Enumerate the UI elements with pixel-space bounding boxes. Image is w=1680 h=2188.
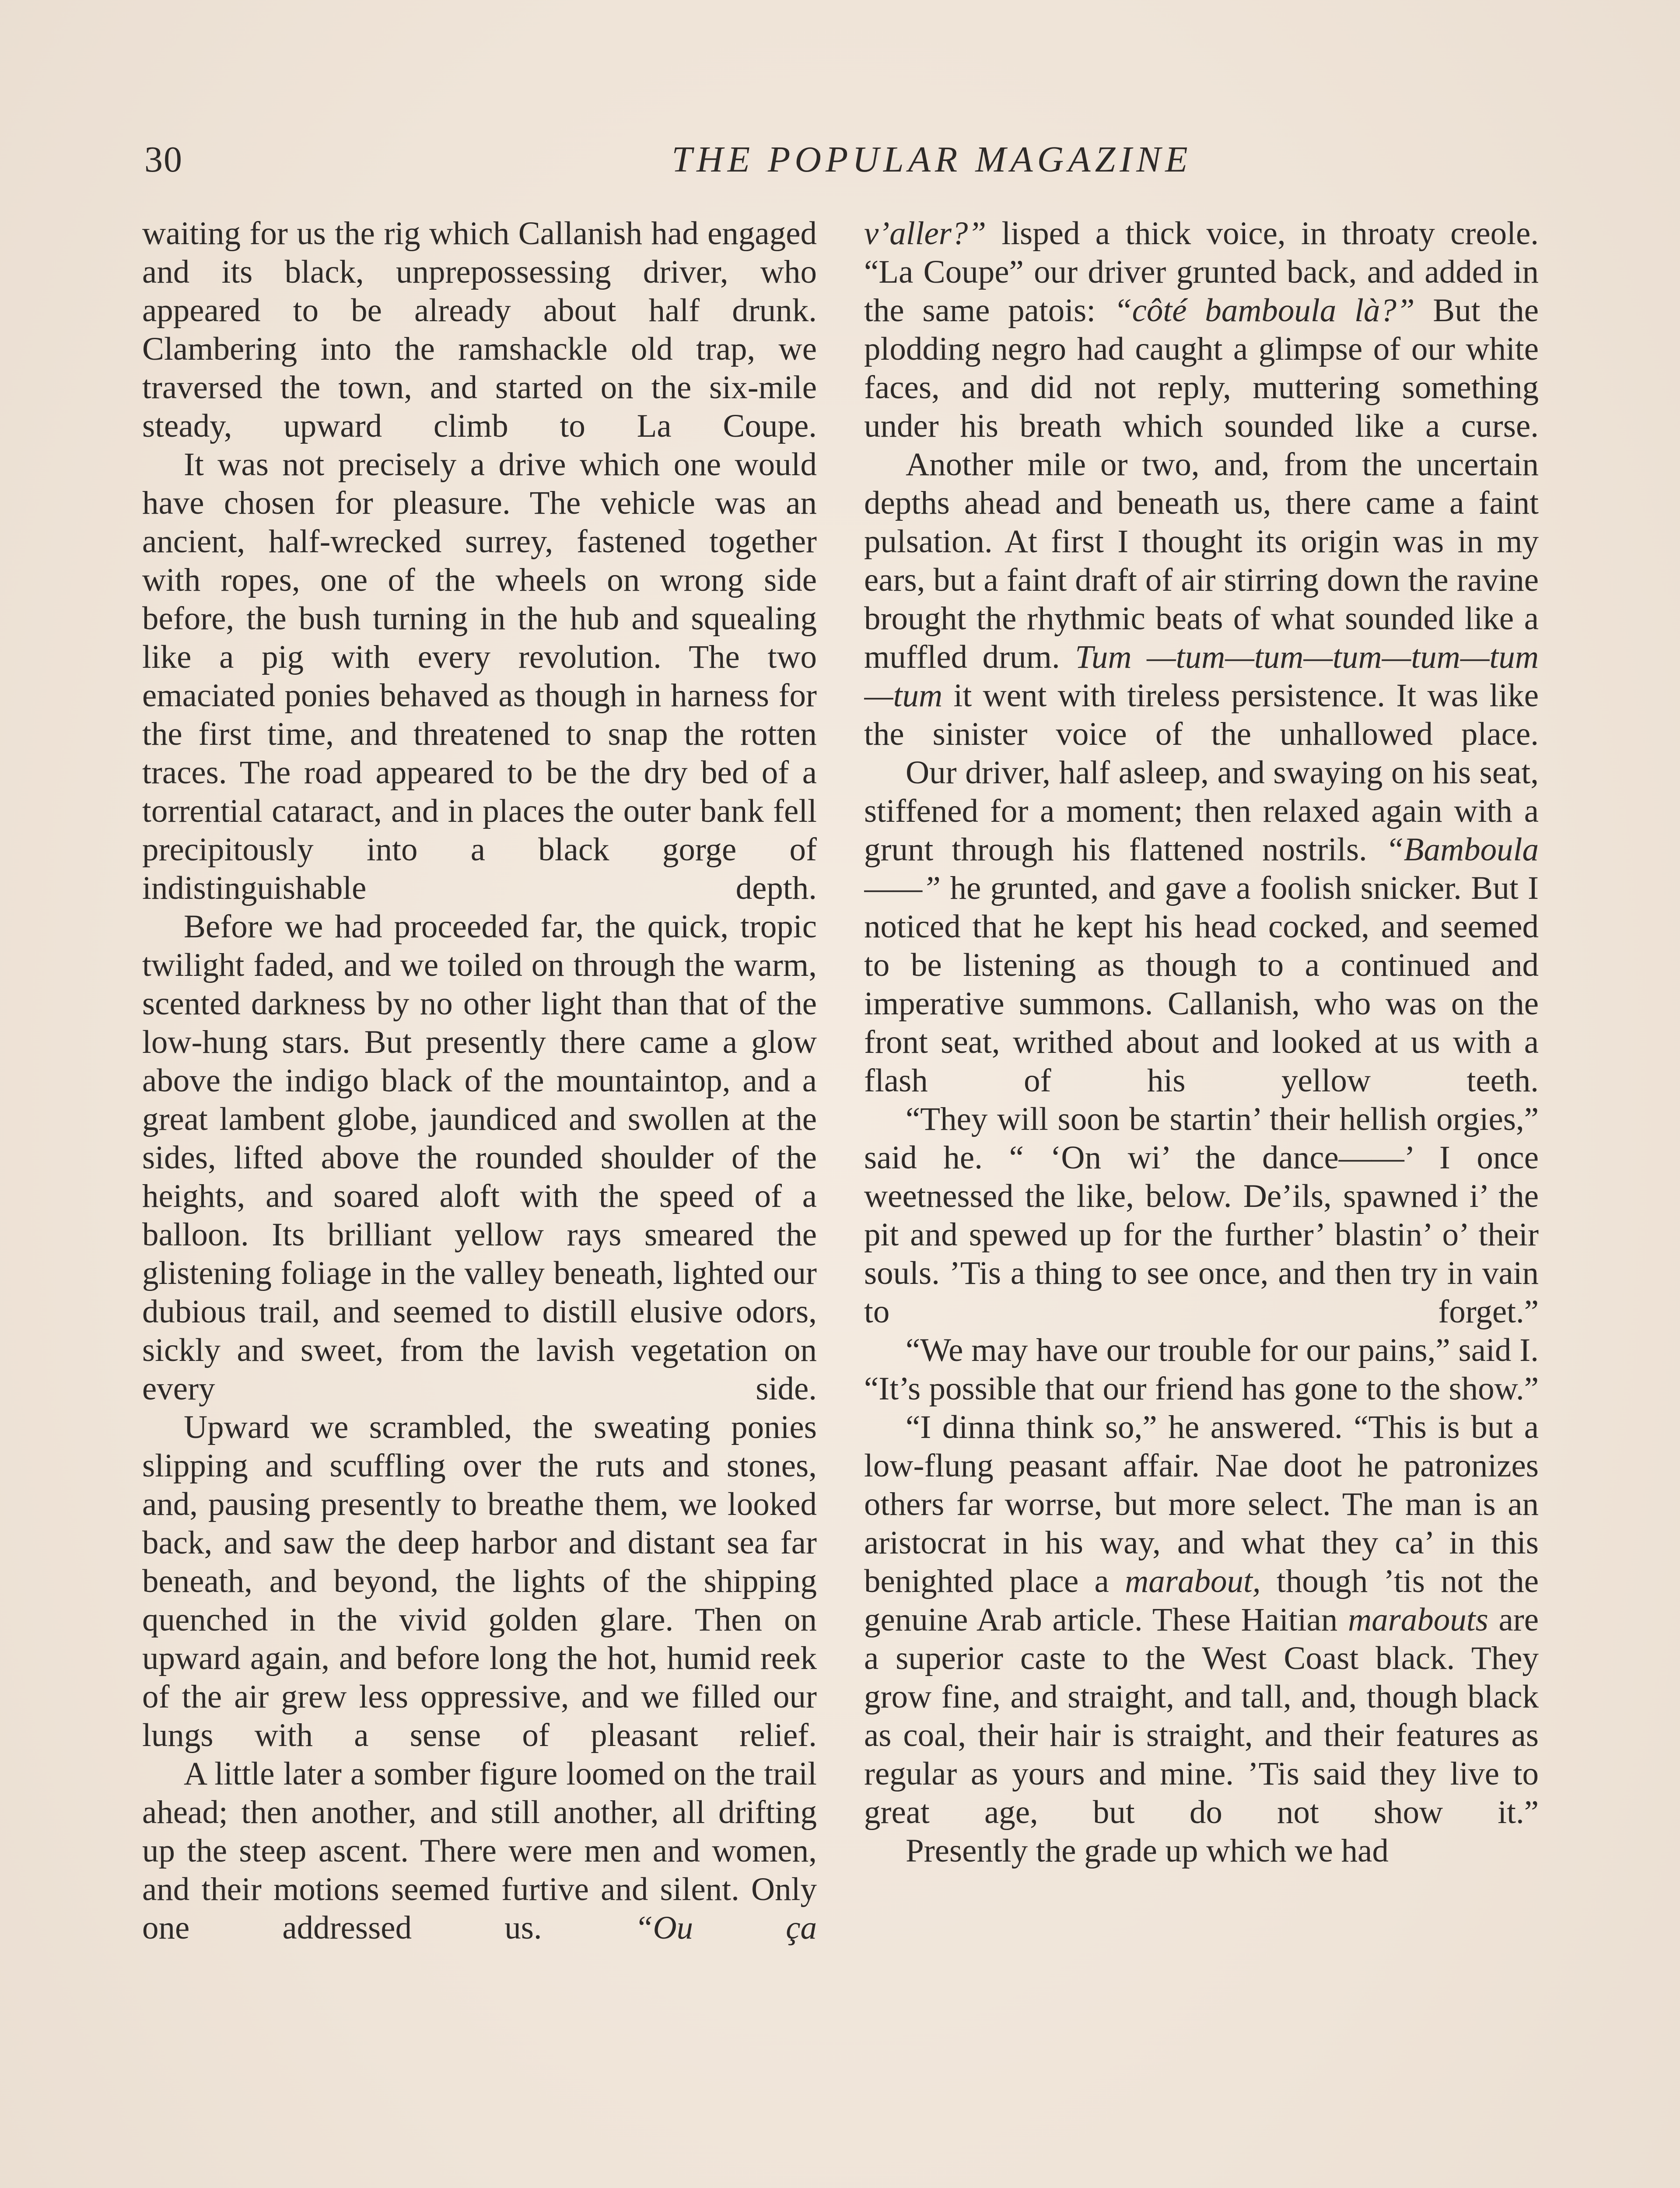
paragraph-text: Our driver, half asleep, and swaying on his seat, stiffened for a moment; then relaxed again with a grunt through his flattened nostrils. [864, 754, 1539, 868]
paragraph-text: Upward we scrambled, the sweating ponies slipping and scuffling over the ruts and stones, and, pausing presently to breathe them, we looked back, and saw the deep harbor and distant sea far beneath, and beyond, the lights of the shipping quenched in the vivid golden glare. Then on upward again, and before long the hot, humid reek of the air grew less oppressive, and we filled our lungs with a sense of pleasant relief. [142, 1409, 817, 1753]
paragraph [142, 908, 817, 1408]
page-header [144, 131, 1544, 188]
italic-phrase: v’aller?” [864, 215, 987, 252]
paragraph [864, 214, 1539, 445]
paragraph-text: are a superior caste to the West Coast black. They grow fine, and straight, and tall, and, though black as coal, their hair is straight, and their features as regular as yours and mine. ’Tis said they live to great age, but do not show it.” [864, 1602, 1539, 1830]
page-number: 30 [144, 139, 183, 180]
paragraph-text: “They will soon be startin’ their hellish orgies,” said he. “ ‘On wi’ the dance——’ I once weetnessed the like, below. De’ils, spawned i’ the pit and spewed up for the further’ blastin’ o’ their souls. ’Tis a thing to see once, and then try in vain to forget.” [864, 1101, 1539, 1330]
italic-phrase: “côté bamboula là?” [1113, 292, 1415, 329]
paragraph-text: A little later a somber figure loomed on the trail ahead; then another, and still another, all drifting up the steep ascent. There were men and women, and their motions seemed furtive and silent. Only one addressed us. [142, 1756, 817, 1946]
italic-phrase: marabouts [1348, 1602, 1488, 1638]
paragraph-text: But the plodding negro had caught a glimpse of our white faces, and did not reply, muttering something under his breath which sounded like a curse. [864, 292, 1539, 444]
paragraph [864, 754, 1539, 1100]
italic-phrase: “Ou ça [634, 1910, 817, 1946]
paragraph [864, 445, 1539, 754]
running-title: THE POPULAR MAGAZINE [672, 139, 1192, 180]
paragraph [864, 1832, 1539, 1870]
italic-phrase: marabout, [1125, 1563, 1261, 1599]
paragraph-text: Another mile or two, and, from the uncertain depths ahead and beneath us, there came a faint pulsation. At first I thought its origin was in my ears, but a faint draft of air stirring down the ravine brought the rhythmic beats of what sounded like a muffled drum. [864, 446, 1539, 675]
paragraph [864, 1408, 1539, 1832]
paragraph [142, 1755, 817, 1947]
paragraph [142, 1408, 817, 1755]
paragraph [864, 1100, 1539, 1331]
right-text-column [864, 214, 1539, 2188]
paragraph-text: It was not precisely a drive which one would have chosen for pleasure. The vehicle was an ancient, half-wrecked surrey, fastened together with ropes, one of the wheels on wrong side before, the bush turning in the hub and squealing like a pig with every revolution. The two emaciated ponies behaved as though in harness for the first time, and threatened to snap the rotten traces. The road appeared to be the dry bed of a torrential cataract, and in places the outer bank fell precipitously into a black gorge of indistinguishable depth. [142, 446, 817, 906]
paragraph-text: “We may have our trouble for our pains,” said I. “It’s possible that our friend has gone to the show.” [864, 1332, 1539, 1407]
paragraph-text: Presently the grade up which we had [906, 1833, 1389, 1869]
paragraph [142, 445, 817, 908]
paragraph-text: lisped a thick voice, in throaty creole. “La Coupe” our driver grunted back, and added in the same patois: [864, 215, 1539, 329]
paragraph-text: though ’tis not the genuine Arab article. These Haitian [864, 1563, 1539, 1638]
paragraph-text: it went with tireless persistence. It was like the sinister voice of the unhallowed place. [864, 677, 1539, 752]
paragraph-text: Before we had proceeded far, the quick, tropic twilight faded, and we toiled on through the warm, scented darkness by no other light than that of the low-hung stars. But presently there came a glow above the indigo black of the mountaintop, and a great lambent globe, jaundiced and swollen at the sides, lifted above the rounded shoulder of the heights, and soared aloft with the speed of a balloon. Its brilliant yellow rays smeared the glistening foliage in the valley beneath, lighted our dubious trail, and seemed to distill elusive odors, sickly and sweet, from the lavish vegetation on every side. [142, 908, 817, 1407]
paragraph [142, 214, 817, 445]
paragraph-text: he grunted, and gave a foolish snicker. But I noticed that he kept his head cocked, and seemed to be listening as though to a continued and imperative summons. Callanish, who was on the front seat, writhed about and looked at us with a flash of his yellow teeth. [864, 870, 1539, 1099]
paragraph [864, 1331, 1539, 1408]
italic-phrase: Tum —tum—tum—tum—tum—tum—tum [864, 639, 1539, 714]
left-text-column [142, 214, 817, 2188]
italic-phrase: “Bamboula——” [864, 831, 1539, 906]
paragraph-text: waiting for us the rig which Callanish had engaged and its black, unprepossessing driver, who appeared to be already about half drunk. Clambering into the ramshackle old trap, we traversed the town, and started on the six-mile steady, upward climb to La Coupe. [142, 215, 817, 444]
paragraph-text: “I dinna think so,” he answered. “This is but a low-flung peasant affair. Nae doot he patronizes others far worrse, but more select. The man is an aristocrat in his way, and what they ca’ in this benighted place a [864, 1409, 1539, 1599]
